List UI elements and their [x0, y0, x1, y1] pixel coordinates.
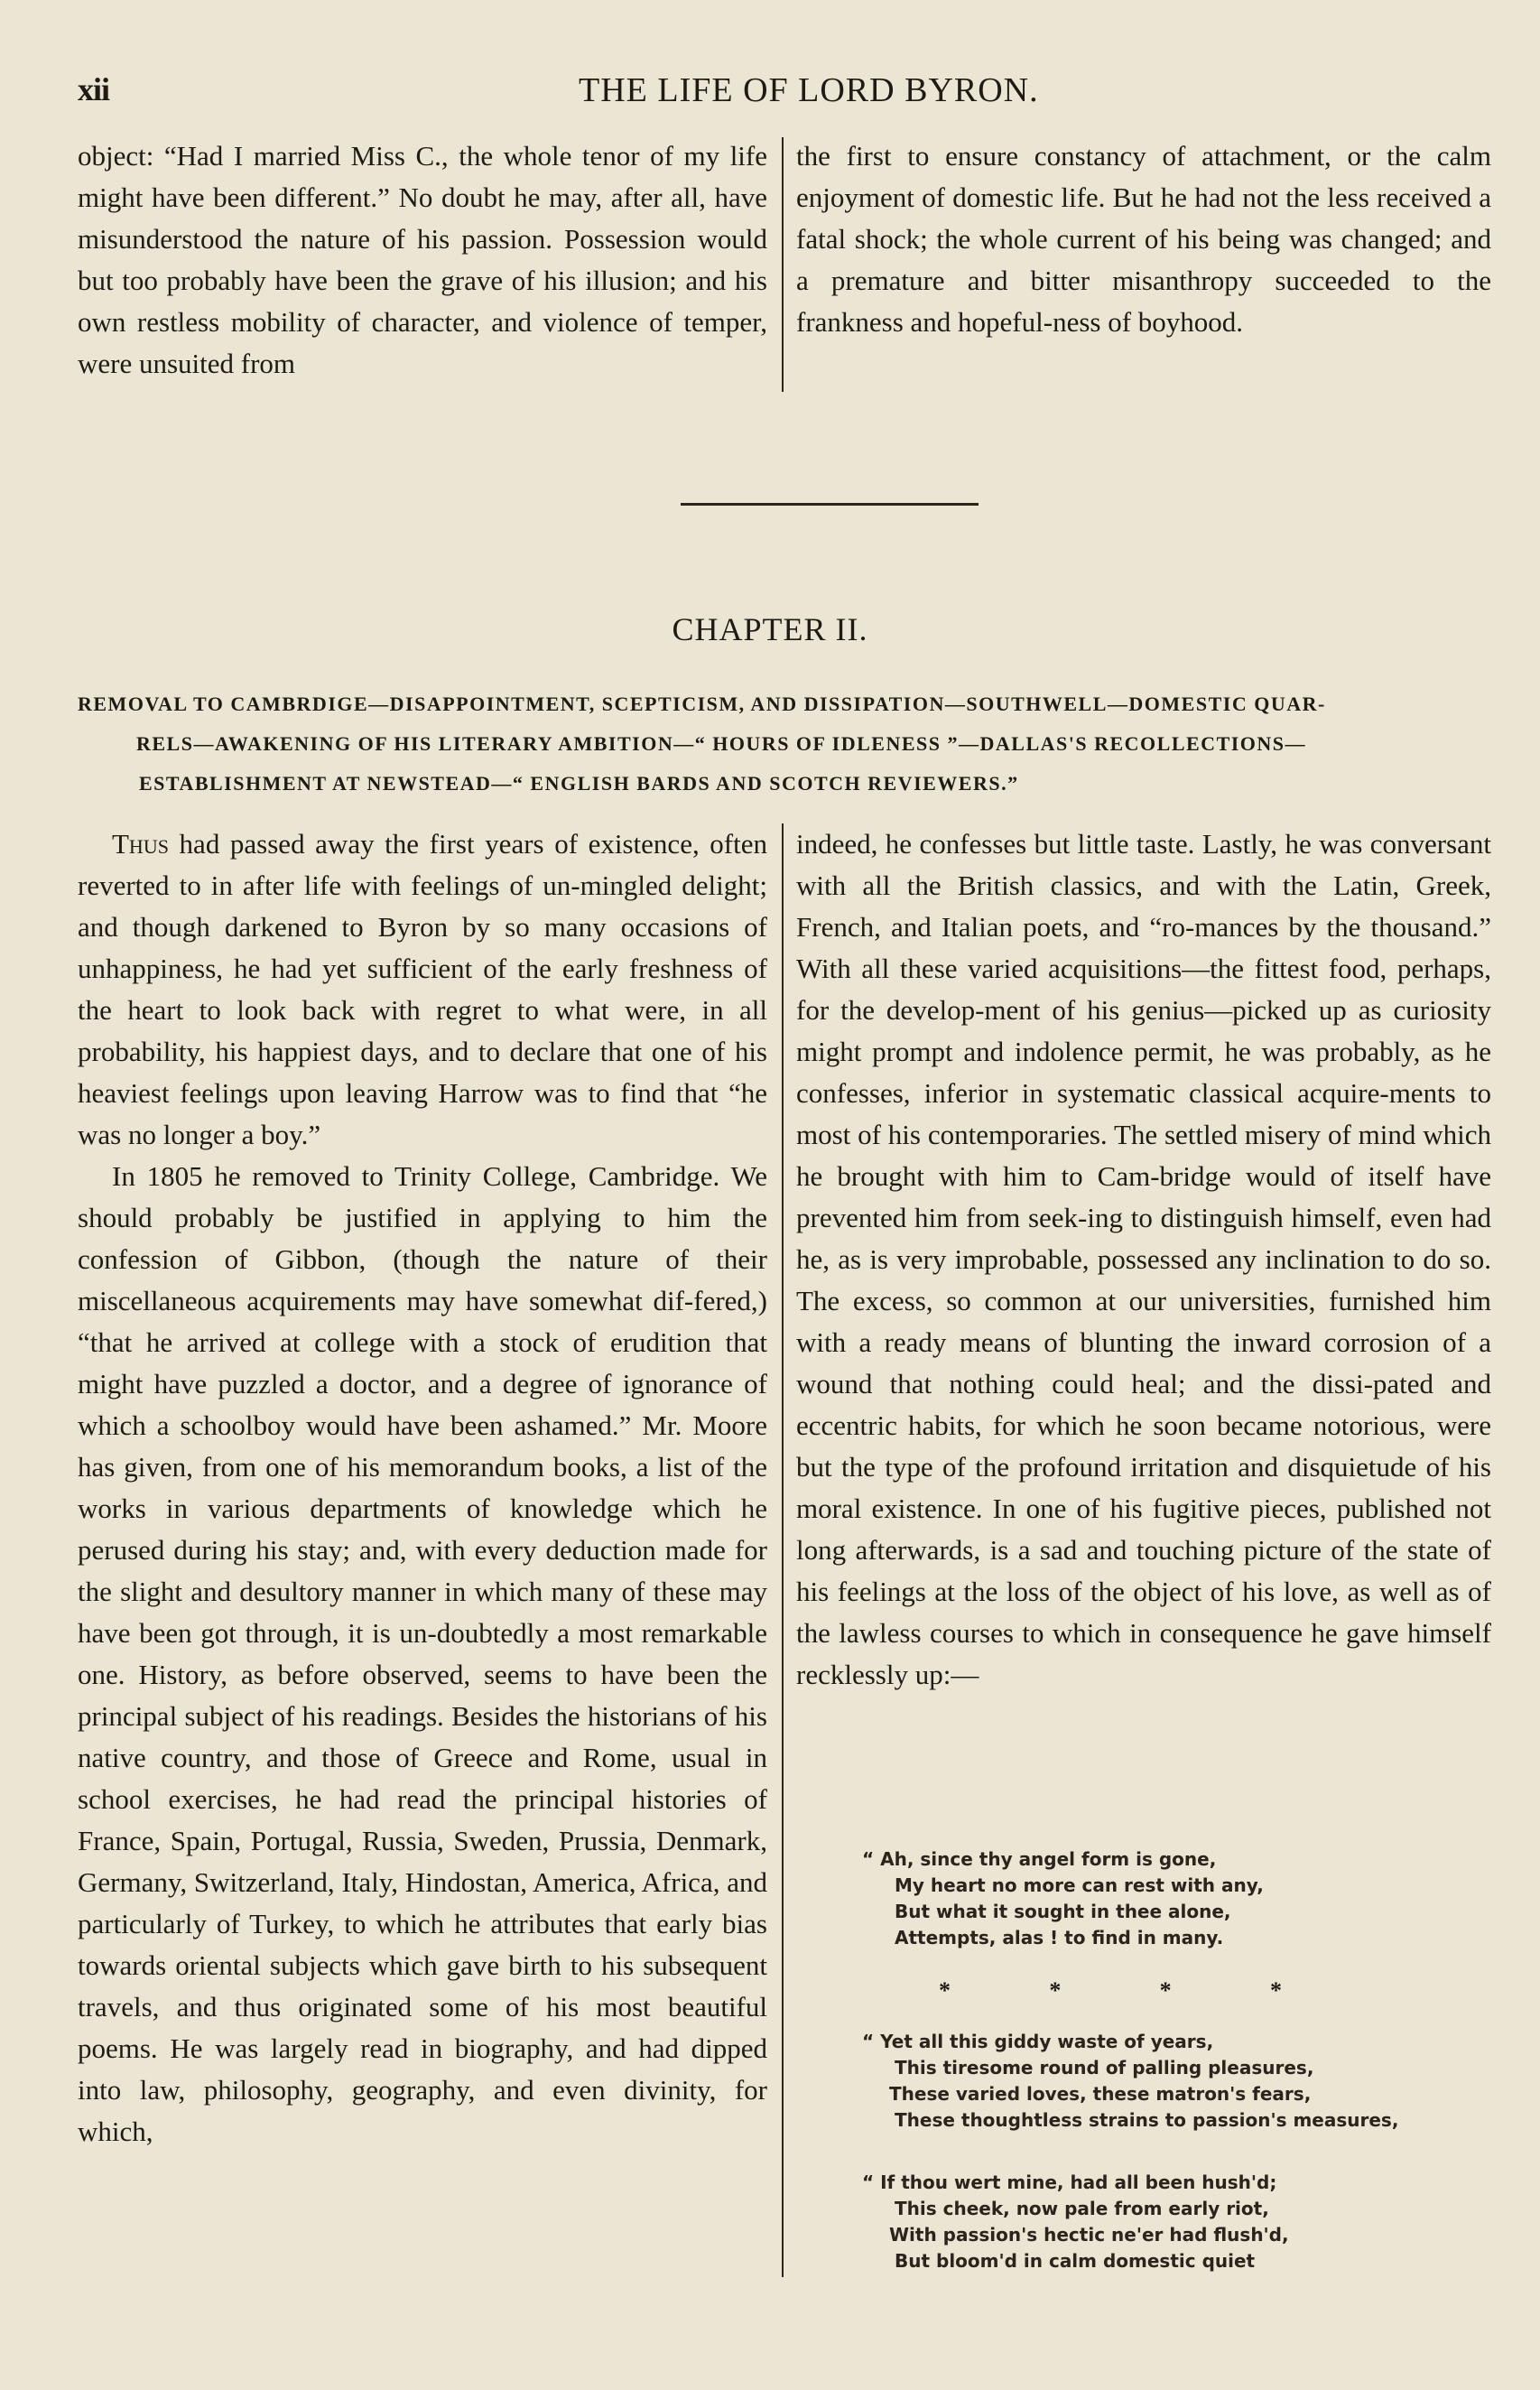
- poem-line: This tiresome round of palling pleasures,: [895, 2057, 1314, 2078]
- star: *: [1049, 1977, 1062, 2004]
- poem-line: These varied loves, these matron's fears,: [889, 2083, 1312, 2105]
- body-paragraph: [78, 823, 767, 1156]
- poem-stanza: [862, 2170, 1289, 2274]
- top-left-column: [78, 135, 767, 385]
- chapter-title: CHAPTER II.: [672, 611, 868, 647]
- body-paragraph: In 1805 he removed to Trinity College, Cambridge. We should probably be justified in applying to him the confession of Gibbon, (though the nature of their miscellaneous acquirements may have somewhat dif-fered,) “that he arrived at college with a stock of erudition that might have puzzled a doctor, and a degree of ignorance of which a schoolboy would have been ashamed.” Mr. Moore has given, from one of his memorandum books, a list of the works in various departments of knowledge which he perused during his stay; and, with every deduction made for the slight and desultory manner in which many of these may have been got through, it is un-doubtedly a most remarkable one. History, as before observed, seems to have been the principal subject of his readings. Besides the historians of his native country, and those of Greece and Rome, usual in school exercises, he had read the principal histories of France, Spain, Portugal, Russia, Sweden, Prussia, Denmark, Germany, Switzerland, Italy, Hindostan, America, Africa, and particularly of Turkey, to which he attributes that early bias towards oriental subjects which gave birth to his subsequent travels, and thus originated some of his most beautiful poems. He was largely read in biography, and had dipped into law, philosophy, geography, and even divinity, for which,: [78, 1160, 767, 2147]
- top-left-paragraph: object: “Had I married Miss C., the whole tenor of my life might have been different.” No doubt he may, after all, have misunderstood the nature of his passion. Possession would but too probably have been the grave of his illusion; and his own restless mobility of character, and violence of temper, were unsuited from: [78, 140, 767, 379]
- top-right-column: [796, 135, 1491, 343]
- bottom-right-column: [796, 823, 1491, 1696]
- page-header: [78, 70, 1540, 121]
- poem-line: “ Ah, since thy angel form is gone,: [862, 1848, 1217, 1870]
- poem-line: Attempts, alas ! to find in many.: [895, 1927, 1224, 1948]
- star: *: [1269, 1977, 1282, 2004]
- chapter-rule: [681, 503, 979, 506]
- poem-line: “ If thou wert mine, had all been hush'd;: [862, 2171, 1277, 2193]
- star: *: [939, 1977, 951, 2004]
- poem-line: These thoughtless strains to passion's measures,: [895, 2109, 1399, 2131]
- synopsis-line: RELS—AWAKENING OF HIS LITERARY AMBITION—“ HOURS OF IDLENESS ”—DALLAS'S RECOLLECTIONS—: [136, 732, 1307, 755]
- poem-line: But bloom'd in calm domestic quiet: [895, 2250, 1256, 2272]
- synopsis-line: REMOVAL TO CAMBRDIGE—DISAPPOINTMENT, SCEPTICISM, AND DISSIPATION—SOUTHWELL—DOMESTIC QUAR-: [78, 693, 1326, 715]
- page-number: xii: [78, 71, 110, 107]
- top-right-paragraph: the first to ensure constancy of attachment, or the calm enjoyment of domestic life. But he had not the less received a fatal shock; the whole current of his being was changed; and a premature and bitter misanthropy succeeded to the frankness and hopeful-ness of boyhood.: [796, 140, 1491, 338]
- poem-stanza: [862, 2029, 1398, 2134]
- column-divider-top: [782, 137, 784, 392]
- lead-word: Thus: [112, 828, 169, 860]
- poem-line: But what it sought in thee alone,: [895, 1901, 1231, 1922]
- poem-line: My heart no more can rest with any,: [895, 1874, 1264, 1896]
- stanza-break-stars: [939, 1977, 1282, 2004]
- body-paragraph: indeed, he confesses but little taste. Lastly, he was conversant with all the British classics, and with the Latin, Greek, French, and Italian poets, and “ro-mances by the thousand.” With all these varied acquisitions—the fittest food, perhaps, for the develop-ment of his genius—picked up as curiosity might prompt and indolence permit, he was probably, as he confesses, inferior in systematic classical acquire-ments to most of his contemporaries. The settled misery of mind which he brought with him to Cam-bridge would of itself have prevented him from seek-ing to distinguish himself, even had he, as is very improbable, possessed any inclination to do so. The excess, so common at our universities, furnished him with a ready means of blunting the inward corrosion of a wound that nothing could heal; and the dissi-pated and eccentric habits, for which he soon became notorious, were but the type of the profound irritation and disquietude of his moral existence. In one of his fugitive pieces, published not long afterwards, is a sad and touching picture of the state of his feelings at the loss of the object of his love, as well as of the lawless courses to which in consequence he gave himself recklessly up:—: [796, 828, 1491, 1690]
- running-title: THE LIFE OF LORD BYRON.: [579, 71, 1039, 109]
- poem-line: With passion's hectic ne'er had flush'd,: [889, 2224, 1289, 2246]
- column-divider-bottom: [782, 823, 784, 2277]
- paragraph-text: had passed away the first years of existence, often reverted to in after life with feelings of un-mingled delight; and though darkened to Byron by so many occasions of unhappiness, he had yet sufficient of the early freshness of the heart to look back with regret to what were, in all probability, his happiest days, and to declare that one of his heaviest feelings upon leaving Harrow was to find that “he was no longer a boy.”: [78, 828, 767, 1150]
- poem-line: “ Yet all this giddy waste of years,: [862, 2031, 1214, 2052]
- synopsis-line: ESTABLISHMENT AT NEWSTEAD—“ ENGLISH BARDS AND SCOTCH REVIEWERS.”: [139, 772, 1019, 795]
- star: *: [1159, 1977, 1172, 2004]
- poem-stanza: [862, 1846, 1264, 1951]
- poem-line: This cheek, now pale from early riot,: [895, 2198, 1269, 2219]
- bottom-left-column: [78, 823, 767, 2153]
